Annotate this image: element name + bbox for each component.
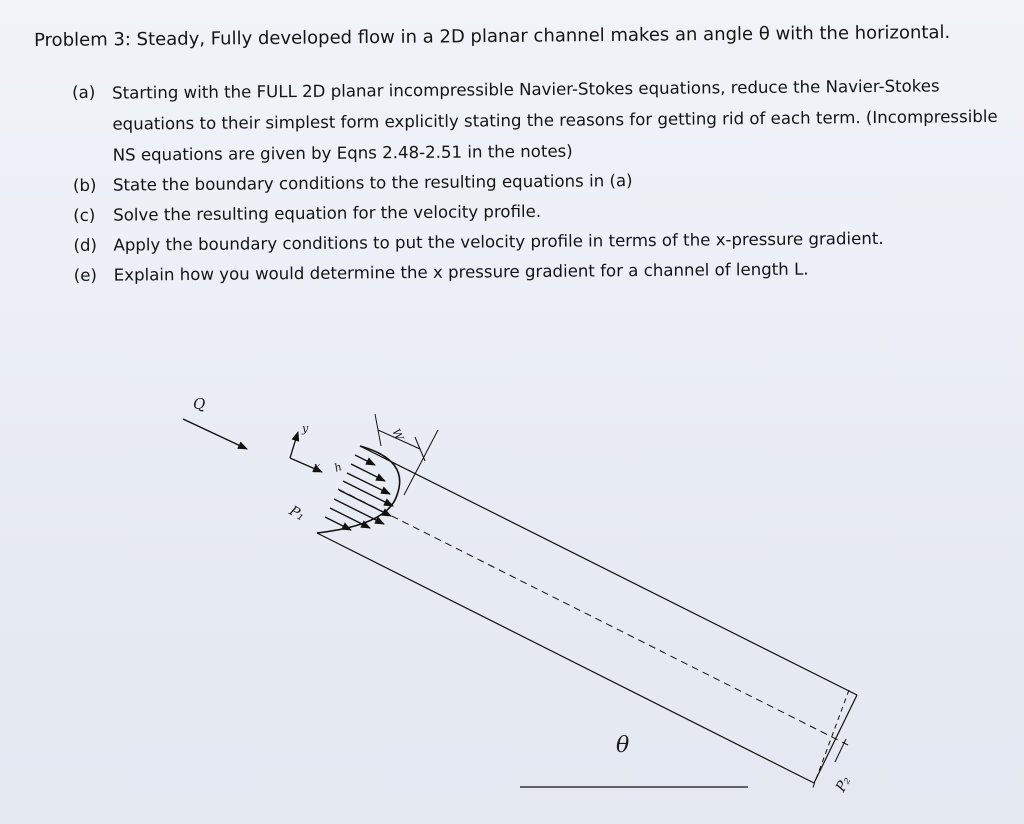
outlet-pressure-label: P₂ (832, 773, 855, 795)
part-label: (c) (73, 205, 96, 225)
part-text: Solve the resulting equation for the velocity profile. (113, 201, 542, 225)
part-text: Starting with the FULL 2D planar incompressible Navier-Stokes equations, reduce the Navier-Stokes equations to their simplest form explicitly stating the reasons for getting rid of each term. (Incompressible NS equations are given by Eqns 2.48-2.51 in the notes) (112, 76, 998, 165)
inlet-pressure-label: P₁ (286, 502, 308, 525)
centerline-tick (835, 739, 846, 762)
part-text: Apply the boundary conditions to put the velocity profile in terms of the x-pressure gradient. (113, 228, 884, 255)
part-label: (a) (72, 82, 96, 102)
dimension-marker (375, 414, 438, 495)
flow-arrow (183, 419, 247, 449)
angle-label: θ (616, 733, 630, 758)
channel-centerline (338, 489, 848, 745)
part-label: (d) (73, 235, 98, 255)
outlet-dimension-line (812, 690, 849, 790)
x-axis-label: x (314, 460, 321, 473)
problem-title: Problem 3: Steady, Fully developed flow in a 2D planar channel makes an angle θ with the horizontal. (34, 22, 951, 51)
part-label: (b) (72, 175, 97, 195)
half-height-label: h (332, 460, 344, 475)
y-axis-label: y (302, 422, 309, 435)
part-text: Explain how you would determine the x pressure gradient for a channel of length L. (113, 259, 809, 285)
flow-label: Q (193, 395, 206, 413)
width-label: W (389, 426, 406, 443)
part-text: State the boundary conditions to the resulting equations in (a) (112, 171, 633, 195)
part-label: (e) (73, 265, 97, 285)
